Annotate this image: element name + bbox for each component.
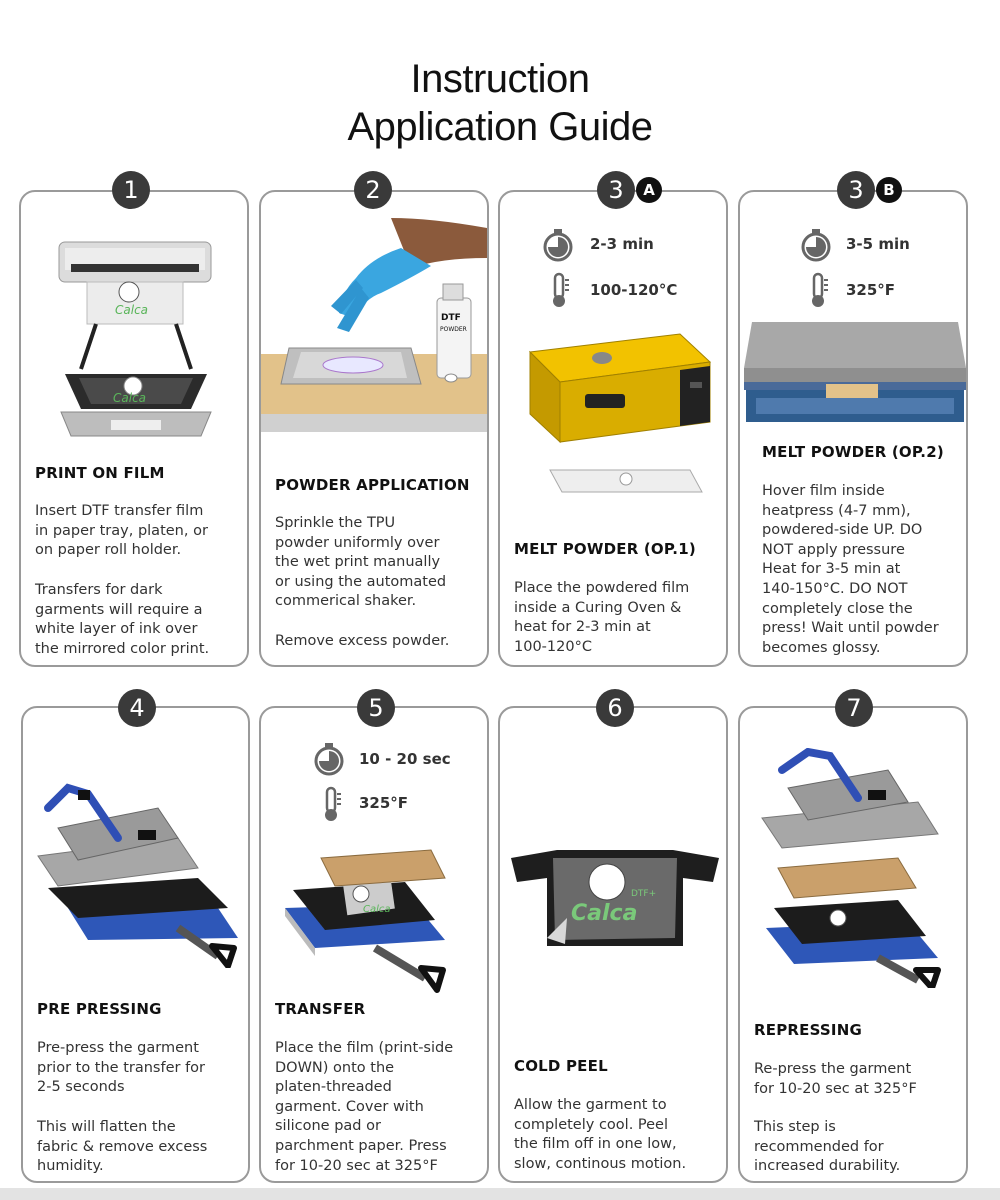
step-text-2: Remove excess powder. bbox=[275, 633, 450, 649]
step-heading: REPRESSING bbox=[754, 1021, 862, 1039]
step-text-2: This will flatten the fabric & remove excess humidity. bbox=[37, 1119, 208, 1175]
stopwatch-icon bbox=[800, 228, 832, 262]
temperature-value: 325°F bbox=[846, 281, 896, 299]
svg-text:Calca: Calca bbox=[113, 391, 147, 405]
step-heading: TRANSFER bbox=[275, 1000, 366, 1018]
option-badge-a: A bbox=[636, 177, 662, 203]
prepress-illustration bbox=[28, 768, 248, 968]
stopwatch-icon bbox=[542, 228, 574, 262]
page-title bbox=[0, 55, 1000, 151]
step-card-6 bbox=[498, 706, 728, 1183]
curing-oven-illustration bbox=[510, 322, 720, 502]
thermometer-icon bbox=[319, 786, 343, 822]
powder-illustration bbox=[261, 218, 487, 438]
step-text: Allow the garment to completely cool. Peel the film off in one low, slow, continous motion. bbox=[514, 1097, 687, 1172]
time-value: 2-3 min bbox=[590, 235, 654, 253]
step-heading: PRINT ON FILM bbox=[35, 464, 165, 482]
time-value: 3-5 min bbox=[846, 235, 910, 253]
step-number-badge: 7 bbox=[835, 689, 873, 727]
repress-illustration bbox=[758, 748, 958, 988]
transfer-illustration bbox=[275, 830, 485, 1000]
cold-peel-illustration bbox=[507, 848, 723, 952]
step-heading: COLD PEEL bbox=[514, 1057, 608, 1075]
svg-text:DTF: DTF bbox=[441, 313, 461, 323]
step-card-4 bbox=[21, 706, 250, 1183]
step-number-badge: 1 bbox=[112, 171, 150, 209]
step-card-5 bbox=[259, 706, 489, 1183]
step-number-badge: 3 bbox=[597, 171, 635, 209]
temperature-value: 325°F bbox=[359, 794, 409, 812]
bottom-band bbox=[0, 1188, 1000, 1200]
svg-text:POWDER: POWDER bbox=[440, 326, 467, 333]
option-badge-b: B bbox=[876, 177, 902, 203]
title-line-1: Instruction bbox=[410, 57, 590, 101]
step-heading: MELT POWDER (OP.2) bbox=[762, 443, 944, 461]
step-number-badge: 4 bbox=[118, 689, 156, 727]
svg-text:Calca: Calca bbox=[571, 901, 638, 926]
thermometer-icon bbox=[547, 272, 571, 308]
step-text-2: This step is recommended for increased durability. bbox=[754, 1119, 901, 1175]
step-number-badge: 5 bbox=[357, 689, 395, 727]
stopwatch-icon bbox=[313, 742, 345, 776]
heatpress-hover-illustration bbox=[742, 320, 968, 430]
title-line-2: Application Guide bbox=[347, 105, 653, 149]
time-value: 10 - 20 sec bbox=[359, 750, 451, 768]
step-number-badge: 3 bbox=[837, 171, 875, 209]
step-number-badge: 6 bbox=[596, 689, 634, 727]
step-number-badge: 2 bbox=[354, 171, 392, 209]
step-card-1 bbox=[19, 190, 249, 667]
step-text: Sprinkle the TPU powder uniformly over the wet print manually or using the automated commerical shaker. bbox=[275, 515, 447, 610]
step-card-3a bbox=[498, 190, 728, 667]
temperature-value: 100-120°C bbox=[590, 281, 678, 299]
step-text-2: Transfers for dark garments will require a white layer of ink over the mirrored color print. bbox=[35, 582, 210, 657]
step-card-7 bbox=[738, 706, 968, 1183]
step-text: Insert DTF transfer film in paper tray, platen, or on paper roll holder. bbox=[35, 503, 208, 559]
step-text: Place the powdered film inside a Curing Oven & heat for 2-3 min at 100-120°C bbox=[514, 580, 690, 655]
step-card-3b bbox=[738, 190, 968, 667]
step-text: Hover film inside heatpress (4-7 mm), powdered-side UP. DO NOT apply pressure Heat for 3-5 min at 140-150°C. DO NOT completely close the press! Wait until powder becomes glossy. bbox=[762, 483, 939, 656]
step-text: Re-press the garment for 10-20 sec at 325°F bbox=[754, 1061, 917, 1097]
step-heading: POWDER APPLICATION bbox=[275, 476, 470, 494]
step-card-2 bbox=[259, 190, 489, 667]
svg-text:DTF+: DTF+ bbox=[631, 889, 657, 899]
thermometer-icon bbox=[806, 272, 830, 308]
printer-illustration bbox=[51, 234, 221, 449]
step-heading: MELT POWDER (OP.1) bbox=[514, 540, 696, 558]
step-text: Pre-press the garment prior to the transfer for 2-5 seconds bbox=[37, 1040, 206, 1096]
svg-text:Calca: Calca bbox=[363, 904, 391, 915]
step-text: Place the film (print-side DOWN) onto the platen-threaded garment. Cover with silicone pad or parchment paper. Press for 10-20 sec at 325°F bbox=[275, 1040, 454, 1174]
svg-text:Calca: Calca bbox=[115, 303, 149, 317]
step-heading: PRE PRESSING bbox=[37, 1000, 162, 1018]
